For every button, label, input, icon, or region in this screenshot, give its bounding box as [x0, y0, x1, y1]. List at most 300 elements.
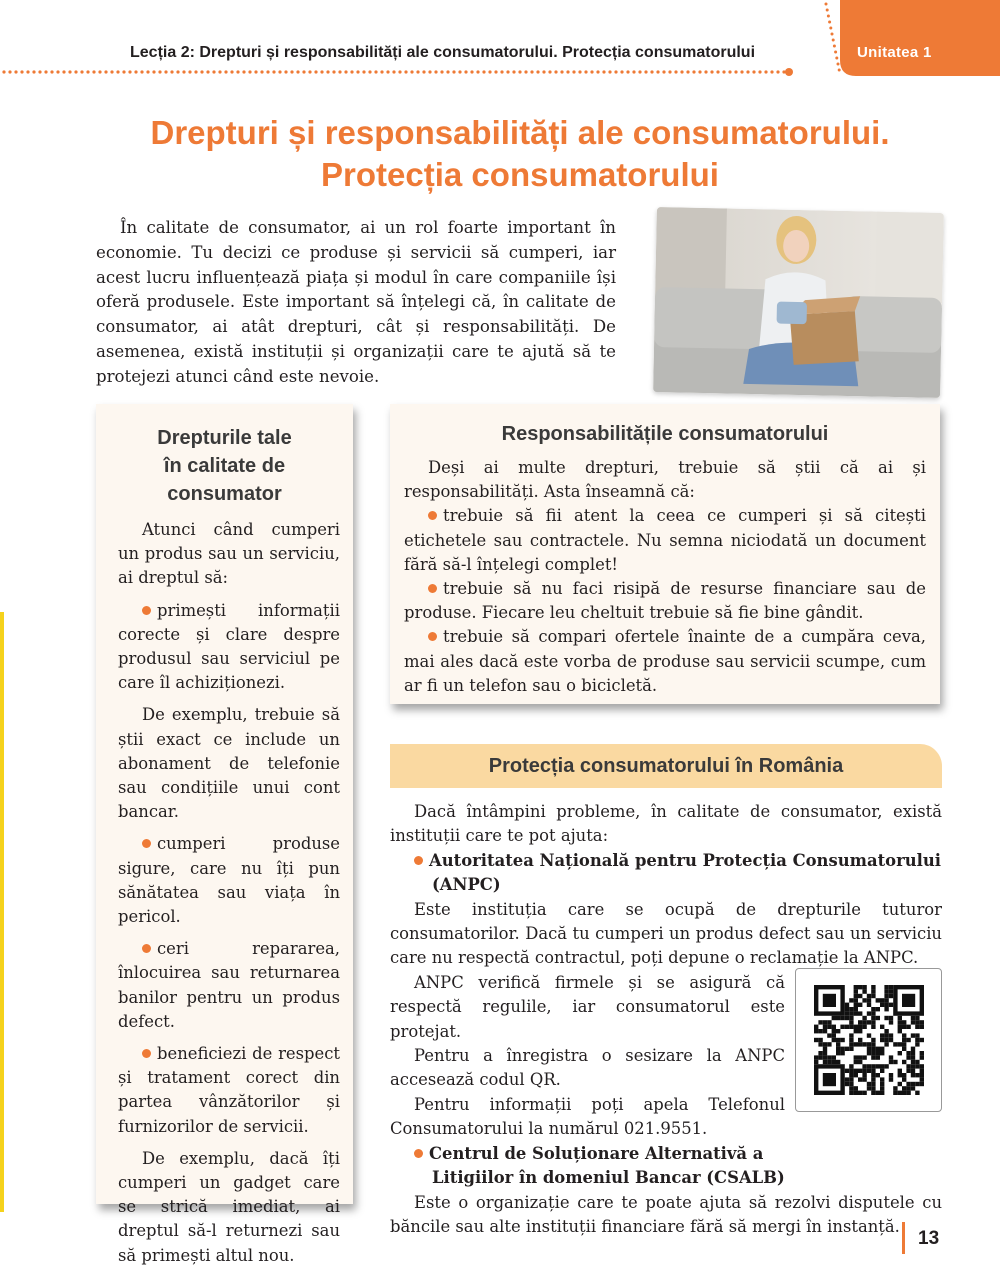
rule-dot — [482, 70, 485, 73]
rule-dot — [410, 70, 413, 73]
rights-title-l3: consumator — [167, 483, 282, 505]
rule-dot — [152, 70, 155, 73]
bullet-icon — [428, 511, 437, 520]
qr-module — [871, 1073, 875, 1077]
qr-module — [854, 998, 858, 1002]
qr-module — [906, 1038, 910, 1042]
rule-dot — [194, 70, 197, 73]
tab-dot — [827, 15, 830, 18]
rule-dot — [62, 70, 65, 73]
qr-module — [880, 1033, 884, 1037]
qr-module — [880, 1064, 884, 1068]
qr-module — [823, 1060, 827, 1064]
rule-dot — [260, 70, 263, 73]
rule-dot — [590, 70, 593, 73]
qr-module — [823, 1042, 827, 1046]
qr-module — [884, 1042, 888, 1046]
qr-module — [911, 1069, 915, 1073]
qr-module — [823, 1020, 827, 1024]
rule-dot — [356, 70, 359, 73]
rule-dot — [38, 70, 41, 73]
qr-module — [854, 989, 858, 993]
rule-dot — [530, 70, 533, 73]
qr-module — [911, 1020, 915, 1024]
rule-dot — [578, 70, 581, 73]
qr-module — [920, 1051, 924, 1055]
qr-module — [849, 1042, 853, 1046]
rule-dot — [746, 70, 749, 73]
rule-dot — [80, 70, 83, 73]
qr-module — [818, 1051, 822, 1055]
qr-module — [867, 1064, 871, 1068]
rule-dot — [122, 70, 125, 73]
qr-module — [849, 1077, 853, 1081]
qr-module — [920, 1069, 924, 1073]
rule-dot — [584, 70, 587, 73]
rule-dot — [686, 70, 689, 73]
rule-dot — [464, 70, 467, 73]
rule-dot — [338, 70, 341, 73]
rule-dot — [284, 70, 287, 73]
qr-module — [832, 1033, 836, 1037]
qr-module — [876, 1016, 880, 1020]
rule-dot — [98, 70, 101, 73]
page-number: 13 — [918, 1228, 940, 1249]
qr-module — [893, 1091, 897, 1095]
rule-dot — [14, 70, 17, 73]
rule-dot — [146, 70, 149, 73]
qr-module — [858, 1042, 862, 1046]
qr-module — [915, 1038, 919, 1042]
qr-module — [832, 1038, 836, 1042]
bullet-icon — [142, 839, 151, 848]
qr-module — [867, 998, 871, 1002]
qr-module — [827, 1025, 831, 1029]
qr-module — [849, 1091, 853, 1095]
qr-module — [867, 1033, 871, 1037]
qr-module — [884, 1016, 888, 1020]
qr-module — [862, 1055, 866, 1059]
qr-module — [902, 1025, 906, 1029]
qr-module — [915, 1020, 919, 1024]
qr-module — [871, 994, 875, 998]
rule-dot — [494, 70, 497, 73]
anpc-paragraph: Pentru a înregistra o sesizare la ANPC accesează codul QR. — [390, 1046, 785, 1090]
qr-module — [871, 1042, 875, 1046]
qr-module — [858, 1060, 862, 1064]
consumer-photo — [653, 207, 944, 398]
qr-module — [920, 1020, 924, 1024]
responsibility-item: trebuie să nu faci risipă de resurse financiare sau de produse. Fiecare leu cheltuit trebuie să fie bine gândit. — [404, 579, 926, 623]
tab-dot — [829, 27, 832, 30]
qr-module — [915, 1042, 919, 1046]
rule-dot — [764, 70, 767, 73]
qr-module — [867, 1051, 871, 1055]
rule-dot — [758, 70, 761, 73]
tab-dot — [832, 39, 835, 42]
qr-module — [836, 1047, 840, 1051]
bullet-icon — [142, 606, 151, 615]
qr-module — [902, 1091, 906, 1095]
qr-module — [911, 1060, 915, 1064]
intro-paragraph: În calitate de consumator, ai un rol foarte important în economie. Tu decizi ce produse și servicii să cumperi, iar acest lucru influențează piața și modul în care companiile își oferă produsele. Este important să înțelegi că, în calitate de consumator, ai atât drepturi, cât și responsabilități. De asemenea, există instituții și organizații care te ajută să te protejezi atunci când este nevoie. — [96, 218, 616, 386]
rule-dot — [674, 70, 677, 73]
qr-module — [854, 1029, 858, 1033]
qr-module — [849, 1064, 853, 1068]
qr-module — [876, 1064, 880, 1068]
rule-dot — [428, 70, 431, 73]
qr-module — [911, 1033, 915, 1037]
qr-module — [840, 1047, 844, 1051]
qr-module — [871, 985, 875, 989]
qr-module — [906, 1082, 910, 1086]
qr-module — [898, 1082, 902, 1086]
qr-module — [823, 1047, 827, 1051]
tab-dot — [834, 51, 837, 54]
qr-module — [867, 1082, 871, 1086]
rule-dot — [626, 70, 629, 73]
qr-module — [836, 1016, 840, 1020]
qr-module — [915, 1073, 919, 1077]
qr-module — [898, 1051, 902, 1055]
qr-module — [854, 1003, 858, 1007]
rights-example: De exemplu, dacă îți cumperi un gadget care se strică imediat, ai dreptul să-l returnezi sau să primești altul nou. — [118, 1148, 340, 1265]
qr-module — [849, 998, 853, 1002]
qr-module — [854, 1007, 858, 1011]
rule-dot — [602, 70, 605, 73]
qr-module — [911, 1047, 915, 1051]
rule-dot — [500, 70, 503, 73]
qr-module — [920, 1082, 924, 1086]
rule-dot — [596, 70, 599, 73]
rule-dot — [248, 70, 251, 73]
rule-dot — [164, 70, 167, 73]
qr-module — [849, 1073, 853, 1077]
qr-module — [858, 1011, 862, 1015]
qr-finder — [823, 994, 836, 1007]
rule-dot — [218, 70, 221, 73]
qr-module — [849, 1069, 853, 1073]
qr-module — [915, 1033, 919, 1037]
qr-module — [871, 1038, 875, 1042]
page-number-rule — [902, 1222, 905, 1254]
qr-module — [902, 1047, 906, 1051]
rule-dot — [200, 70, 203, 73]
qr-module — [880, 1025, 884, 1029]
qr-module — [871, 1064, 875, 1068]
qr-module — [840, 1038, 844, 1042]
qr-module — [871, 1011, 875, 1015]
rights-item: beneficiezi de respect și tratament corect din partea vânzătorilor și furnizorilor de servicii. — [118, 1044, 340, 1136]
qr-module — [854, 1086, 858, 1090]
qr-module — [827, 1042, 831, 1046]
rule-dot — [698, 70, 701, 73]
rule-dot — [8, 70, 11, 73]
qr-module — [858, 1020, 862, 1024]
qr-module — [906, 1051, 910, 1055]
qr-module — [862, 1069, 866, 1073]
rule-dot — [554, 70, 557, 73]
qr-module — [858, 1069, 862, 1073]
csalb-paragraph: Este o organizație care te poate ajuta să rezolvi disputele cu băncile sau alte instituții financiare fără să mergi în instanță. — [390, 1192, 942, 1236]
qr-module — [876, 1091, 880, 1095]
qr-module — [911, 1016, 915, 1020]
rights-item: cumperi produse sigure, care nu îți pun sănătatea sau viața în pericol. — [118, 834, 340, 927]
qr-module — [840, 1051, 844, 1055]
qr-module — [818, 1055, 822, 1059]
qr-module — [902, 1073, 906, 1077]
rule-dot — [110, 70, 113, 73]
qr-module — [906, 1064, 910, 1068]
qr-module — [920, 1025, 924, 1029]
qr-module — [889, 1073, 893, 1077]
rule-dot — [722, 70, 725, 73]
rule-dot — [254, 70, 257, 73]
qr-module — [920, 1038, 924, 1042]
qr-module — [915, 1060, 919, 1064]
qr-module — [867, 1086, 871, 1090]
rule-dot — [104, 70, 107, 73]
qr-module — [876, 1007, 880, 1011]
rule-dot — [134, 70, 137, 73]
qr-module — [836, 1060, 840, 1064]
rule-dot — [506, 70, 509, 73]
qr-module — [823, 1051, 827, 1055]
qr-module — [849, 1007, 853, 1011]
qr-module — [827, 1055, 831, 1059]
qr-module — [906, 1069, 910, 1073]
rights-lead: Atunci când cumperi un produs sau un serviciu, ai dreptul să: — [118, 520, 340, 588]
qr-module — [898, 1020, 902, 1024]
qr-module — [884, 989, 888, 993]
rule-dot — [380, 70, 383, 73]
rule-dot — [272, 70, 275, 73]
bullet-icon — [414, 856, 423, 865]
rights-title-l1: Drepturile tale — [157, 427, 292, 449]
rule-dot — [632, 70, 635, 73]
qr-module — [889, 1033, 893, 1037]
rule-dot — [692, 70, 695, 73]
rule-dot — [518, 70, 521, 73]
qr-module — [814, 1055, 818, 1059]
tab-dot — [833, 45, 836, 48]
qr-module — [858, 1038, 862, 1042]
rule-dot — [476, 70, 479, 73]
qr-module — [858, 1091, 862, 1095]
qr-finder — [902, 994, 915, 1007]
rule-dot — [536, 70, 539, 73]
qr-module — [880, 1082, 884, 1086]
rule-dot — [620, 70, 623, 73]
qr-module — [867, 1047, 871, 1051]
qr-module — [871, 1086, 875, 1090]
qr-module — [889, 1060, 893, 1064]
rule-dot — [92, 70, 95, 73]
rule-dot — [776, 70, 779, 73]
qr-module — [858, 1029, 862, 1033]
qr-module — [911, 1051, 915, 1055]
rule-dot — [32, 70, 35, 73]
qr-module — [906, 1055, 910, 1059]
qr-module — [889, 985, 893, 989]
qr-module — [814, 1025, 818, 1029]
rule-dot — [332, 70, 335, 73]
qr-module — [818, 1038, 822, 1042]
rule-dot — [224, 70, 227, 73]
rule-dot — [728, 70, 731, 73]
rule-dot — [320, 70, 323, 73]
rights-item: primești informații corecte și clare despre produsul sau serviciul pe care îl achiziționezi. — [118, 600, 340, 693]
qr-module — [876, 1047, 880, 1051]
rule-dot — [50, 70, 53, 73]
qr-module — [845, 1025, 849, 1029]
qr-module — [836, 1038, 840, 1042]
bullet-icon — [428, 632, 437, 641]
bullet-icon — [428, 584, 437, 593]
qr-module — [818, 1029, 822, 1033]
rule-dot — [440, 70, 443, 73]
qr-module — [880, 998, 884, 1002]
rule-dot — [752, 70, 755, 73]
rule-dot — [566, 70, 569, 73]
rule-dot — [56, 70, 59, 73]
rule-dot — [230, 70, 233, 73]
qr-code[interactable] — [795, 968, 942, 1112]
csalb-name-2: Litigiilor în domeniul Bancar (CSALB) — [432, 1168, 785, 1188]
anpc-paragraph: Pentru informații poți apela Telefonul Consumatorului la numărul 021.9551. — [390, 1094, 785, 1139]
qr-module — [880, 1051, 884, 1055]
qr-module — [823, 1025, 827, 1029]
rule-dot — [278, 70, 281, 73]
qr-module — [862, 1025, 866, 1029]
qr-module — [862, 1091, 866, 1095]
qr-module — [849, 1038, 853, 1042]
rule-dot — [548, 70, 551, 73]
qr-module — [893, 1060, 897, 1064]
qr-module — [849, 1016, 853, 1020]
rule-dot — [374, 70, 377, 73]
qr-module — [858, 985, 862, 989]
margin-marker — [0, 612, 4, 1212]
qr-module — [915, 1025, 919, 1029]
rule-dot — [296, 70, 299, 73]
rights-example: De exemplu, trebuie să știi exact ce include un abonament de telefonie sau condițiile unui cont bancar. — [118, 705, 340, 822]
anpc-paragraph: ANPC verifică firmele și se asigură că respectă regulile, iar consumatorul este protejat. — [390, 972, 785, 1041]
anpc-name: Autoritatea Națională pentru Protecția Consumatorului — [390, 849, 942, 873]
title-line-2: Protecția consumatorului — [321, 156, 719, 193]
csalb-name: Centrul de Soluționare Alternativă a — [390, 1142, 942, 1166]
qr-module — [920, 1073, 924, 1077]
rule-dot — [20, 70, 23, 73]
rule-dot — [542, 70, 545, 73]
qr-module — [920, 1055, 924, 1059]
qr-module — [849, 1082, 853, 1086]
qr-module — [880, 1086, 884, 1090]
tab-dot — [825, 3, 828, 6]
rule-dot — [140, 70, 143, 73]
qr-module — [854, 985, 858, 989]
qr-module — [871, 1051, 875, 1055]
qr-module — [849, 1020, 853, 1024]
rule-dot — [266, 70, 269, 73]
protection-lead: Dacă întâmpini probleme, în calitate de consumator, există instituții care te pot ajuta: — [390, 802, 942, 846]
qr-module — [911, 1064, 915, 1068]
qr-module — [845, 1003, 849, 1007]
qr-module — [858, 1055, 862, 1059]
qr-module — [840, 1025, 844, 1029]
rule-dot — [524, 70, 527, 73]
tab-dot — [828, 21, 831, 24]
qr-module — [849, 1025, 853, 1029]
rule-dot — [560, 70, 563, 73]
qr-module — [814, 1029, 818, 1033]
qr-module — [832, 1016, 836, 1020]
rule-dot — [206, 70, 209, 73]
qr-module — [880, 1069, 884, 1073]
qr-module — [898, 1091, 902, 1095]
rule-dot — [350, 70, 353, 73]
qr-module — [871, 1047, 875, 1051]
qr-module — [862, 1016, 866, 1020]
bullet-icon — [414, 1149, 423, 1158]
qr-module — [836, 1051, 840, 1055]
rule-dot — [434, 70, 437, 73]
qr-module — [889, 1038, 893, 1042]
rule-dot — [362, 70, 365, 73]
rule-dot — [446, 70, 449, 73]
qr-module — [854, 1069, 858, 1073]
qr-module — [845, 1011, 849, 1015]
rule-dot — [416, 70, 419, 73]
qr-module — [854, 1025, 858, 1029]
qr-module — [867, 1011, 871, 1015]
rule-dot — [422, 70, 425, 73]
qr-module — [884, 998, 888, 1002]
rule-dot — [734, 70, 737, 73]
qr-module — [818, 1042, 822, 1046]
rule-dot — [458, 70, 461, 73]
rule-dot — [644, 70, 647, 73]
rule-dot — [680, 70, 683, 73]
qr-module — [832, 1060, 836, 1064]
qr-module — [902, 1033, 906, 1037]
qr-module — [862, 998, 866, 1002]
rule-dot — [710, 70, 713, 73]
qr-module — [889, 1016, 893, 1020]
qr-module — [884, 1029, 888, 1033]
qr-module — [862, 989, 866, 993]
qr-module — [845, 1069, 849, 1073]
qr-module — [889, 994, 893, 998]
qr-module — [876, 1073, 880, 1077]
qr-module — [854, 1055, 858, 1059]
rule-dot — [302, 70, 305, 73]
rule-dot — [158, 70, 161, 73]
qr-module — [858, 1003, 862, 1007]
rule-dot — [650, 70, 653, 73]
qr-module — [854, 1011, 858, 1015]
qr-module — [884, 1003, 888, 1007]
qr-module — [827, 1033, 831, 1037]
qr-module — [871, 1025, 875, 1029]
qr-module — [902, 1042, 906, 1046]
qr-module — [871, 1020, 875, 1024]
qr-module — [898, 1042, 902, 1046]
qr-module — [884, 1033, 888, 1037]
qr-module — [862, 985, 866, 989]
qr-module — [915, 1064, 919, 1068]
qr-module — [884, 1064, 888, 1068]
